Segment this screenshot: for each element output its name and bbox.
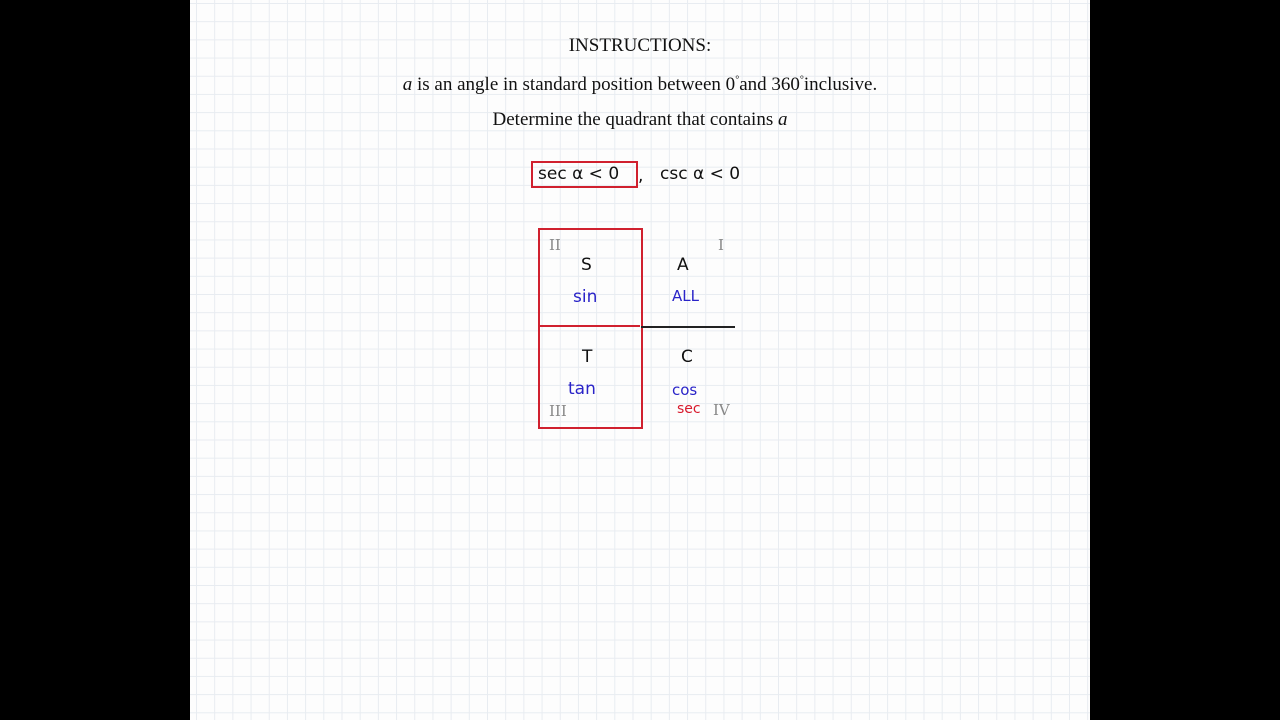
degree-sign: ° [735, 74, 740, 86]
text: Determine the quadrant that contains [492, 109, 778, 130]
quadrant-iii-numeral: III [549, 402, 567, 420]
quadrant-iv-letter: C [681, 347, 693, 367]
quadrant-iv-note: sec [677, 401, 701, 417]
quadrant-iii-func: tan [568, 379, 596, 399]
quadrant-ii-numeral: II [549, 236, 561, 254]
text: and 360 [739, 74, 800, 95]
x-axis-line [641, 326, 735, 328]
text: is an angle in standard position between 0 [412, 74, 736, 95]
quadrant-i-func: ALL [672, 287, 699, 305]
quadrant-iv-numeral: IV [713, 401, 730, 419]
quadrant-iii-letter: T [582, 347, 593, 367]
condition-sec: sec α < 0 [538, 164, 620, 184]
condition-csc: csc α < 0 [660, 164, 741, 184]
angle-variable: a [777, 109, 788, 130]
instructions-line2 [190, 109, 1090, 131]
axis-red [540, 325, 640, 327]
quadrant-i-numeral: I [718, 236, 724, 254]
degree-sign: ° [799, 74, 804, 86]
worksheet-page [190, 0, 1090, 720]
quadrant-ii-func: sin [573, 287, 598, 307]
text: inclusive. [803, 74, 878, 95]
quadrant-i-letter: A [677, 255, 689, 275]
quadrant-iv-func: cos [672, 381, 698, 399]
instructions-heading: INSTRUCTIONS: [568, 35, 712, 56]
quadrant-ii-letter: S [581, 255, 592, 275]
angle-variable: a [402, 74, 413, 95]
comma: , [638, 166, 644, 186]
instructions-line1 [190, 74, 1090, 96]
